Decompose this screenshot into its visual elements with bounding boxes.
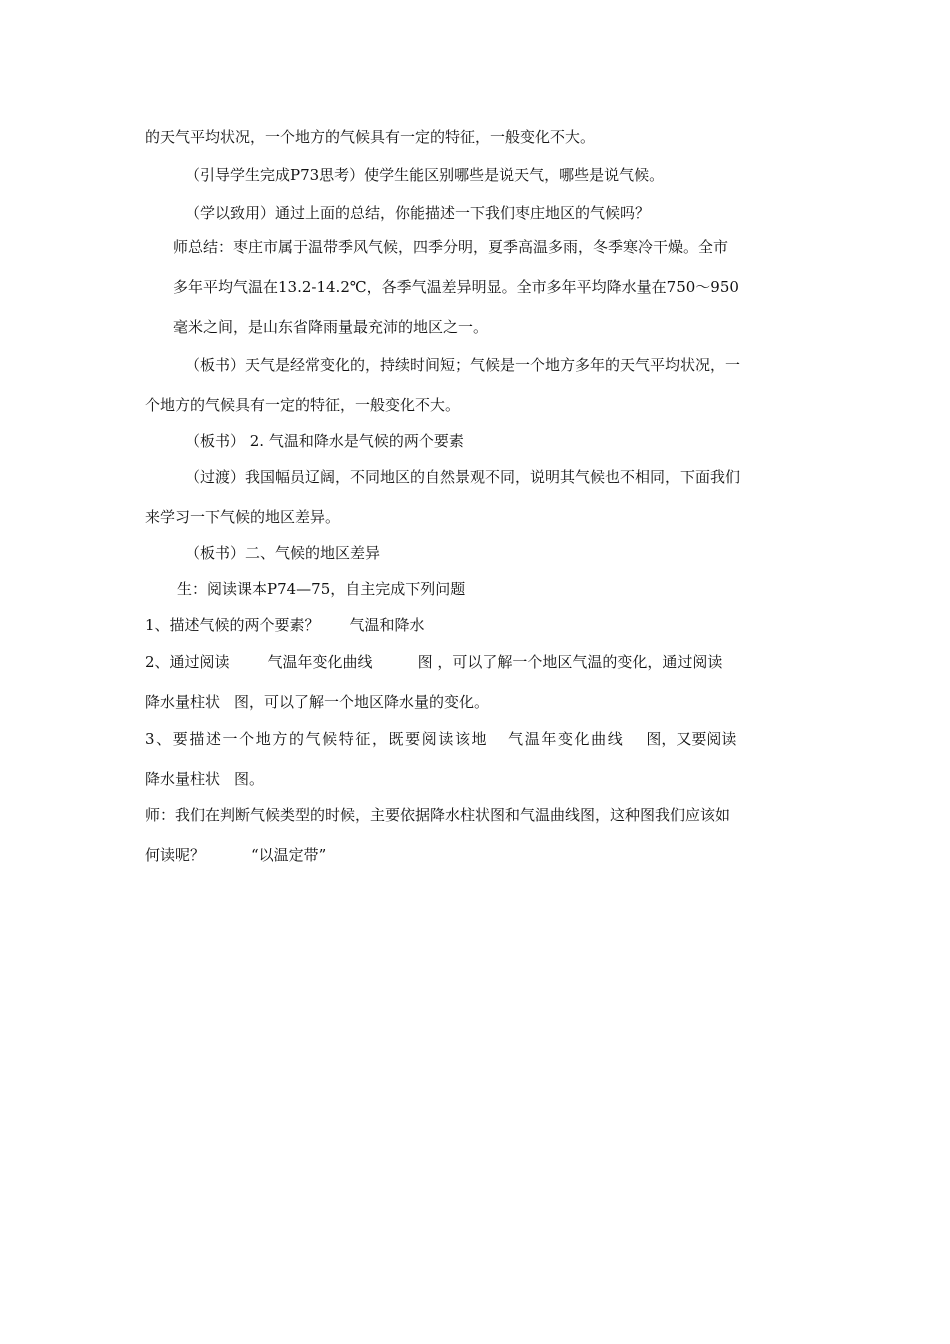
text-line: （学以致用）通过上面的总结，你能描述一下我们枣庄地区的气候吗？: [185, 204, 651, 222]
question-answer: 气温年变化曲线: [267, 653, 373, 671]
question-line: [145, 615, 810, 635]
text-line: 来学习一下气候的地区差异。: [145, 508, 341, 526]
text-line: （板书） 2. 气温和降水是气候的两个要素: [185, 432, 464, 450]
question-answer: 气温和降水: [349, 616, 425, 634]
text-line: （板书）二、气候的地区差异: [185, 544, 381, 562]
paragraph-line: [145, 127, 810, 147]
text-line: 毫米之间，是山东省降雨量最充沛的地区之一。: [173, 318, 489, 336]
paragraph-line: [185, 165, 810, 185]
question-text: 3、要描述一个地方的气候特征，既要阅读该地: [145, 730, 489, 748]
question-text: 图 ，可以了解一个地区气温的变化，通过阅读: [417, 653, 723, 671]
question-text: 图。: [234, 770, 265, 788]
text-line: 生：阅读课本P74—75，自主完成下列问题: [177, 580, 466, 598]
question-text: 图，又要阅读: [646, 730, 737, 748]
text-line: 师总结：枣庄市属于温带季风气候，四季分明，夏季高温多雨，冬季寒冷干燥。全市: [173, 238, 729, 256]
paragraph-line: [177, 579, 810, 599]
question-answer: 降水量柱状: [145, 770, 221, 788]
quoted-phrase: “以温定带”: [251, 846, 327, 864]
paragraph-line: [145, 845, 810, 865]
paragraph-line: [185, 431, 810, 451]
paragraph-line: [145, 805, 810, 825]
question-line: [145, 769, 810, 789]
paragraph-line: [173, 237, 810, 257]
text-line: 多年平均气温在13.2-14.2℃，各季气温差异明显。全市多年平均降水量在750～950: [173, 278, 739, 296]
question-line: [145, 729, 810, 749]
paragraph-line: [185, 467, 810, 487]
question-answer: 气温年变化曲线: [508, 730, 625, 748]
question-line: [145, 692, 810, 712]
paragraph-line: [173, 277, 810, 297]
paragraph-line: [185, 543, 810, 563]
text-line: 的天气平均状况，一个地方的气候具有一定的特征，一般变化不大。: [145, 128, 596, 146]
paragraph-line: [173, 317, 810, 337]
text-line: 个地方的气候具有一定的特征，一般变化不大。: [145, 396, 461, 414]
paragraph-line: [185, 203, 810, 223]
question-answer: 降水量柱状: [145, 693, 221, 711]
paragraph-line: [145, 507, 810, 527]
paragraph-line: [185, 355, 810, 375]
paragraph-line: [145, 395, 810, 415]
question-text: 1、描述气候的两个要素？: [145, 616, 320, 634]
text-line: （过渡）我国幅员辽阔，不同地区的自然景观不同，说明其气候也不相同，下面我们: [185, 468, 741, 486]
question-text: 图，可以了解一个地区降水量的变化。: [234, 693, 490, 711]
text-line: 何读呢？: [145, 846, 206, 864]
text-line: 师：我们在判断气候类型的时候，主要依据降水柱状图和气温曲线图，这种图我们应该如: [145, 806, 731, 824]
question-text: 2、通过阅读: [145, 653, 230, 671]
question-line: [145, 652, 810, 672]
text-line: （板书）天气是经常变化的，持续时间短；气候是一个地方多年的天气平均状况，一: [185, 356, 741, 374]
text-line: （引导学生完成P73思考）使学生能区别哪些是说天气，哪些是说气候。: [185, 166, 665, 184]
